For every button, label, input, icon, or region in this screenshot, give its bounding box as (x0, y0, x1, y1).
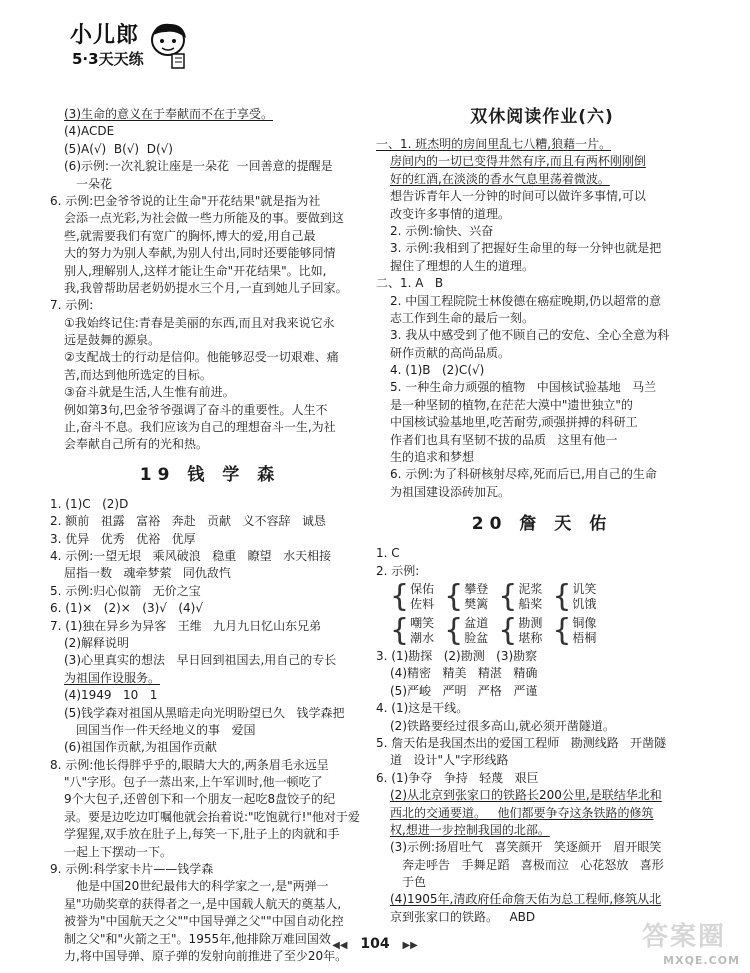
text-line: 他是中国20世纪最伟大的科学家之一,是"两弹一 (76, 879, 329, 894)
text-line: 回国当作一件天经地义的事 爱国 (76, 722, 256, 737)
word: 梧桐 (572, 630, 597, 645)
text-line: (4)1949 10 1 (64, 688, 158, 703)
text-line: 为祖国建设添砖加瓦。 (390, 484, 511, 499)
text-line: ②支配战士的行动是信仰。他能够忍受一切艰难、痛 (64, 350, 339, 365)
text-line: 5. 一种生命力顽强的植物 中国核试验基地 马兰 (390, 380, 657, 395)
text-line: (2)铁路要经过很多高山,就必须开凿隧道。 (390, 718, 615, 733)
prev-page-icon[interactable]: ◀◀ (332, 940, 348, 951)
text-line: 3. 优异 优秀 优裕 优厚 (50, 531, 196, 546)
text-line: 西北的交通要道。 他们都要争夺这条铁路的修筑 (390, 805, 654, 820)
watermark-logo (604, 921, 744, 969)
text-line: 想告诉青年人一分钟的时间可以做许多事情,可以 (390, 189, 646, 204)
word: 保佑 (410, 581, 435, 596)
text-line: 大的努力为别人奉献,为别人付出,同时还要能够同情 (64, 246, 336, 261)
section-title-qianxuesen: 19 钱 学 森 (139, 464, 281, 485)
word-pair-group (390, 578, 435, 614)
text-line: (4)ACDE (64, 124, 115, 139)
text-line: 7. (1)独在异乡为异客 王维 九月九日忆山东兄弟 (50, 618, 322, 633)
word: 潮水 (410, 630, 435, 645)
text-line: 好的红酒,在淡淡的香水气息里荡着微波。 (390, 171, 610, 186)
text-line: 3. 示例:我相到了把握好生命里的每一分钟也就是把 (390, 241, 662, 256)
word: 船桨 (518, 596, 543, 611)
word-pair-group (552, 578, 597, 614)
word: 勘测 (518, 615, 543, 630)
text-line: 1. C (376, 546, 400, 561)
left-column (50, 106, 370, 965)
brace-icon: { (390, 612, 410, 648)
text-line: 会添一点光彩,为社会做一些力所能及的事。要做到这 (64, 211, 344, 226)
text-line: 一朵花 (76, 176, 113, 191)
word: 饥饿 (572, 596, 597, 611)
text-line: 6. 示例:巴金爷爷说的让生命"开花结果"就是指为社 (50, 193, 321, 208)
text-line: 我,我曾帮助居老奶奶提水三个月,一直到她儿子回家。 (64, 280, 348, 295)
text-line: (2)从北京到张家口的铁路长200公里,是联结华北和 (390, 788, 662, 803)
text-line: 止,奋斗不息。我们应该为自己的理想奋斗一生,为社 (64, 420, 336, 435)
word-pair-group (498, 578, 543, 614)
text-line: (3)心里真实的想法 早日回到祖国去,用自己的专长 (64, 653, 337, 668)
text-line: 5. 示例:归心似箭 无价之宝 (50, 583, 201, 598)
word-pair-group (444, 578, 489, 614)
word-pair-group (390, 612, 435, 648)
next-page-icon[interactable]: ▶▶ (402, 940, 418, 951)
section-title-weekend-reading: 双休阅读作业(六) (470, 107, 614, 127)
text-line: 4. (1)B (2)C(√) (390, 363, 485, 378)
text-line: 别人,理解别人,这样才能让生命"开花结果"。比如, (64, 263, 327, 278)
text-line: 星"功勋奖章的获得者之一,是中国载人航天的奠基人, (64, 896, 342, 911)
text-line: 2. 额前 祖露 富裕 奔赴 贡献 义不容辞 诚恳 (50, 514, 326, 529)
text-line: 屈指一数 魂牵梦萦 同仇敌忾 (64, 566, 231, 581)
text-line: 9. 示例:科学家卡片——钱学森 (50, 862, 214, 877)
text-line: 8. 示例:他长得胖乎乎的,眼睛大大的,两条眉毛永远呈 (50, 757, 329, 772)
text-line: 房间内的一切已变得井然有序,而且有两杯刚刚倒 (390, 154, 646, 169)
text-line: ①我始终记住:青春是美丽的东西,而且对我来说它永 (64, 315, 335, 330)
watermark-url: MXQE.COM (663, 954, 740, 967)
word-pair-row (376, 580, 708, 614)
text-line: (5)钱学森对祖国从黑暗走向光明盼望已久 钱学森把 (64, 705, 345, 720)
text-line: 2. 中国工程院院士林俊德在癌症晚期,仍以超常的意 (390, 293, 662, 308)
text-line: (3)生命的意义在于奉献而不在于享受。 (64, 107, 273, 121)
logo-title: 小儿郎 (70, 23, 140, 48)
text-line: (4)精密 精美 精湛 精确 (390, 666, 538, 681)
word: 攀登 (464, 581, 489, 596)
text-line: 为祖国作设服务。 (64, 670, 161, 685)
text-line: 1. (1)C (2)D (50, 496, 129, 511)
text-line: (6)示例:一次礼貌让座是一朵花 一回善意的提醒是 (64, 159, 333, 174)
text-line: 研作贡献的高尚品质。 (390, 345, 511, 360)
text-line: 权,想进一步控制我国的北部。 (390, 822, 550, 837)
text-line: 6. 示例:为了科研核射尽瘁,死而后已,用自己的生命 (390, 467, 657, 482)
text-line: 握住了理想的人生的道理。 (390, 258, 535, 273)
text-line: 中国核试验基地里,吃苦耐劳,顽强拼搏的科研工 (390, 415, 638, 430)
text-line: "八"字形。包子一蒸出来,上午军训时,他一顿吃了 (64, 775, 323, 790)
text-line: 远是鼓舞的源泉。 (64, 333, 161, 348)
right-column (376, 106, 708, 926)
text-line: 力,将中国导弹、原子弹的发射向前推进了至少20年。 (64, 948, 348, 963)
brace-icon: { (498, 612, 518, 648)
brace-icon: { (444, 578, 464, 614)
text-line: 例如第3句,巴金爷爷强调了奋斗的重要性。人生不 (64, 402, 328, 417)
text-line: 2. 示例:愉快、兴奋 (390, 223, 494, 238)
word-pairs (376, 580, 708, 648)
text-line: 一、1. 班杰明的房间里乱七八糟,狼藉一片。 (376, 137, 612, 151)
brace-icon: { (498, 578, 518, 614)
text-line: 4. 示例:一望无垠 乘风破浪 稳重 瞭望 水天相接 (50, 548, 332, 563)
word: 铜像 (572, 615, 597, 630)
page-number: 104 (360, 936, 390, 952)
text-line: 作者们也具有坚韧不拔的品质 这里有他一 (390, 432, 618, 447)
text-line: 被誉为"中国航天之父""中国导弹之父""中国自动化控 (64, 914, 344, 929)
word: 盆道 (464, 615, 489, 630)
text-line: 3. 我从中感受到了他不顾自己的安危、全心全意为科 (390, 328, 670, 343)
text-line: 志工作到生命的最后一刻。 (390, 310, 535, 325)
text-line: (6)祖国作贡献,为祖国作贡献 (64, 740, 217, 755)
text-line: 会奉献自己所有的光和热。 (64, 437, 209, 452)
word-pair-group (444, 612, 489, 648)
text-line: 7. 示例: (50, 298, 94, 313)
text-line: 录。要是边吃边叮嘱他就会抬着说:"吃饱就行!"他对于爱 (64, 809, 360, 824)
word-pair-group (552, 612, 597, 648)
logo-subtitle: 5·3天天练 (72, 50, 144, 68)
text-line: 二、1. A B (376, 276, 444, 291)
section-title-zhantianyou: 20 詹 天 佑 (471, 514, 613, 535)
word-pair-row (376, 614, 708, 648)
text-line: 2. 示例: (376, 563, 420, 578)
text-line: 9个大包子,还曾创下和一个朋友一起吃8盘饺子的纪 (64, 792, 336, 807)
brace-icon: { (552, 612, 572, 648)
text-line: (3)示例:扬眉吐气 喜笑颜开 笑逐颜开 眉开眼笑 (390, 840, 662, 855)
brace-icon: { (444, 612, 464, 648)
text-line: 制之父"和"火箭之王"。1955年,他排除万难回国效 (64, 931, 331, 946)
word: 堪称 (518, 630, 543, 645)
text-line: 6. (1)争夺 争持 轻蔑 艰巨 (376, 770, 539, 785)
word: 讥笑 (572, 581, 597, 596)
text-line: (5)A(√) B(√) D(√) (64, 141, 173, 156)
text-line: 5. 詹天佑是我国杰出的爱国工程师 勘测线路 开凿隧 (376, 735, 667, 750)
brace-icon: { (390, 578, 410, 614)
boy-mascot-icon (146, 20, 190, 70)
text-line: (4)1905年,清政府任命詹天佑为总工程师,修筑从北 (390, 892, 662, 907)
text-line: 3. (1)勘探 (2)勘测 (3)勘察 (376, 648, 538, 663)
text-line: 于色 (402, 875, 427, 890)
text-line: 4. (1)这是干线。 (376, 701, 469, 716)
text-line: 苦,而达到他所选定的目标。 (64, 367, 212, 382)
watermark-text: 答案圈 (641, 922, 726, 952)
text-line: (2)解释说明 (64, 635, 129, 650)
text-line: 是一种坚韧的植物,在茫茫大漠中"遗世独立"的 (390, 397, 633, 412)
text-line: 京到张家口的铁路。 ABD (390, 909, 536, 924)
text-line: 奔走呼告 手舞足蹈 喜极而泣 心花怒放 喜形 (402, 857, 664, 872)
text-line: 道 设计"人"字形线路 (390, 753, 509, 768)
word: 泥浆 (518, 581, 543, 596)
word: 脸盆 (464, 630, 489, 645)
brand-logo (68, 18, 188, 76)
text-line: 生的追求和梦想 (390, 450, 475, 465)
text-line: 些,就需要我们有宽广的胸怀,博大的爱,用自己最 (64, 228, 316, 243)
text-line: 6. (1)× (2)× (3)√ (4)√ (50, 601, 203, 616)
text-line: ③奋斗就是生活,人生惟有前进。 (64, 385, 235, 400)
brace-icon: { (552, 578, 572, 614)
text-line: (5)严峻 严明 严格 严谨 (390, 683, 538, 698)
text-line: 改变许多事情的道理。 (390, 206, 511, 221)
word: 佐料 (410, 596, 435, 611)
text-line: 学猩猩,双手放在肚子上,每笑一下,肚子上的肉就和手 (64, 827, 340, 842)
word: 樊篱 (464, 596, 489, 611)
word: 嘲笑 (410, 615, 435, 630)
word-pair-group (498, 612, 543, 648)
text-line: 一起上下摆动一下。 (64, 844, 173, 859)
